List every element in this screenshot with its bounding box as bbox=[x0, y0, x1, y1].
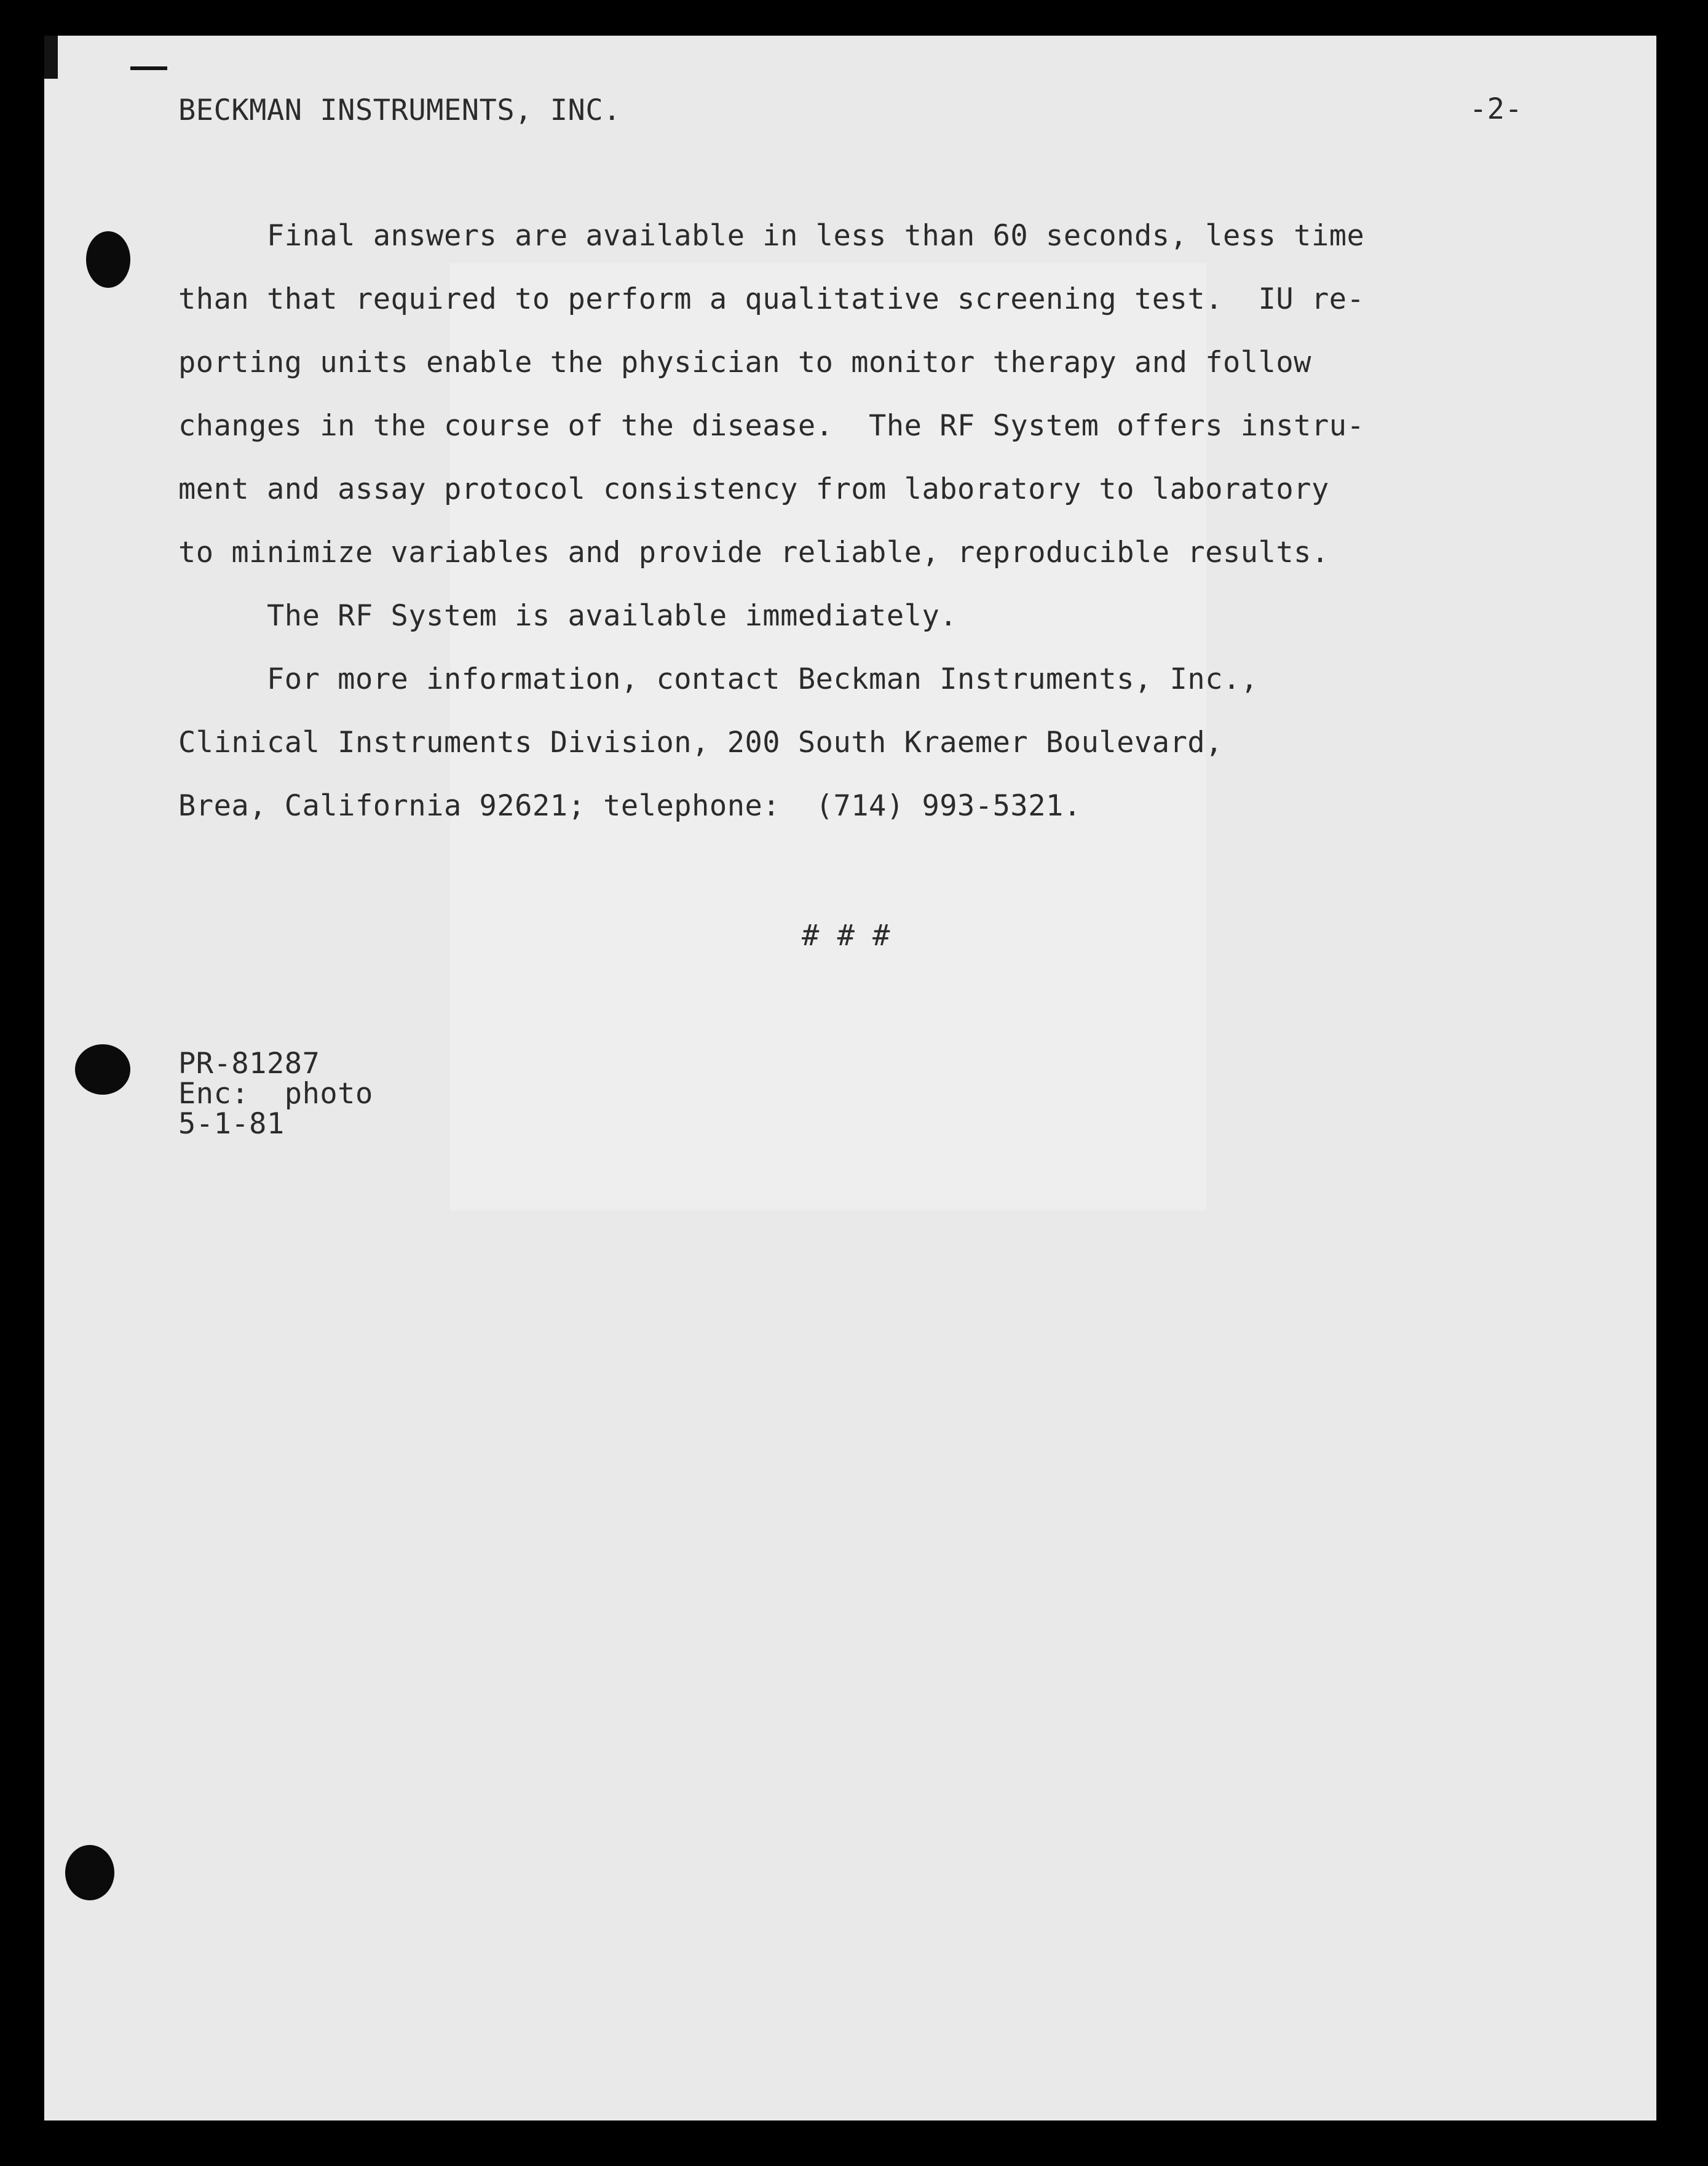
body-line: to minimize variables and provide reliable, reproducible results. bbox=[178, 536, 1329, 569]
punch-hole-bottom bbox=[65, 1845, 114, 1900]
release-number: PR-81287 bbox=[178, 1047, 320, 1081]
release-date: 5-1-81 bbox=[178, 1107, 285, 1141]
body-line: ment and assay protocol consistency from laboratory to laboratory bbox=[178, 472, 1329, 506]
end-mark: # # # bbox=[802, 919, 890, 953]
body-line: than that required to perform a qualitative screening test. IU re- bbox=[178, 282, 1365, 316]
body-line: For more information, contact Beckman Instruments, Inc., bbox=[178, 662, 1259, 696]
document-page bbox=[44, 36, 1656, 2120]
punch-hole-middle bbox=[75, 1044, 130, 1095]
body-line: Brea, California 92621; telephone: (714) 993-5321. bbox=[178, 789, 1081, 823]
staple-mark bbox=[130, 66, 167, 70]
body-line: changes in the course of the disease. The RF System offers instru- bbox=[178, 409, 1365, 443]
punch-hole-top bbox=[86, 231, 130, 288]
body-line: The RF System is available immediately. bbox=[178, 599, 958, 633]
body-line: Clinical Instruments Division, 200 South Kraemer Boulevard, bbox=[178, 726, 1223, 760]
header-page-number: -2- bbox=[1469, 92, 1523, 126]
corner-tear-mark bbox=[44, 36, 58, 79]
enclosure-note: Enc: photo bbox=[178, 1077, 373, 1111]
body-line: Final answers are available in less than 60 seconds, less time bbox=[178, 219, 1365, 253]
header-company: BECKMAN INSTRUMENTS, INC. bbox=[178, 93, 621, 127]
body-line: porting units enable the physician to monitor therapy and follow bbox=[178, 346, 1311, 379]
